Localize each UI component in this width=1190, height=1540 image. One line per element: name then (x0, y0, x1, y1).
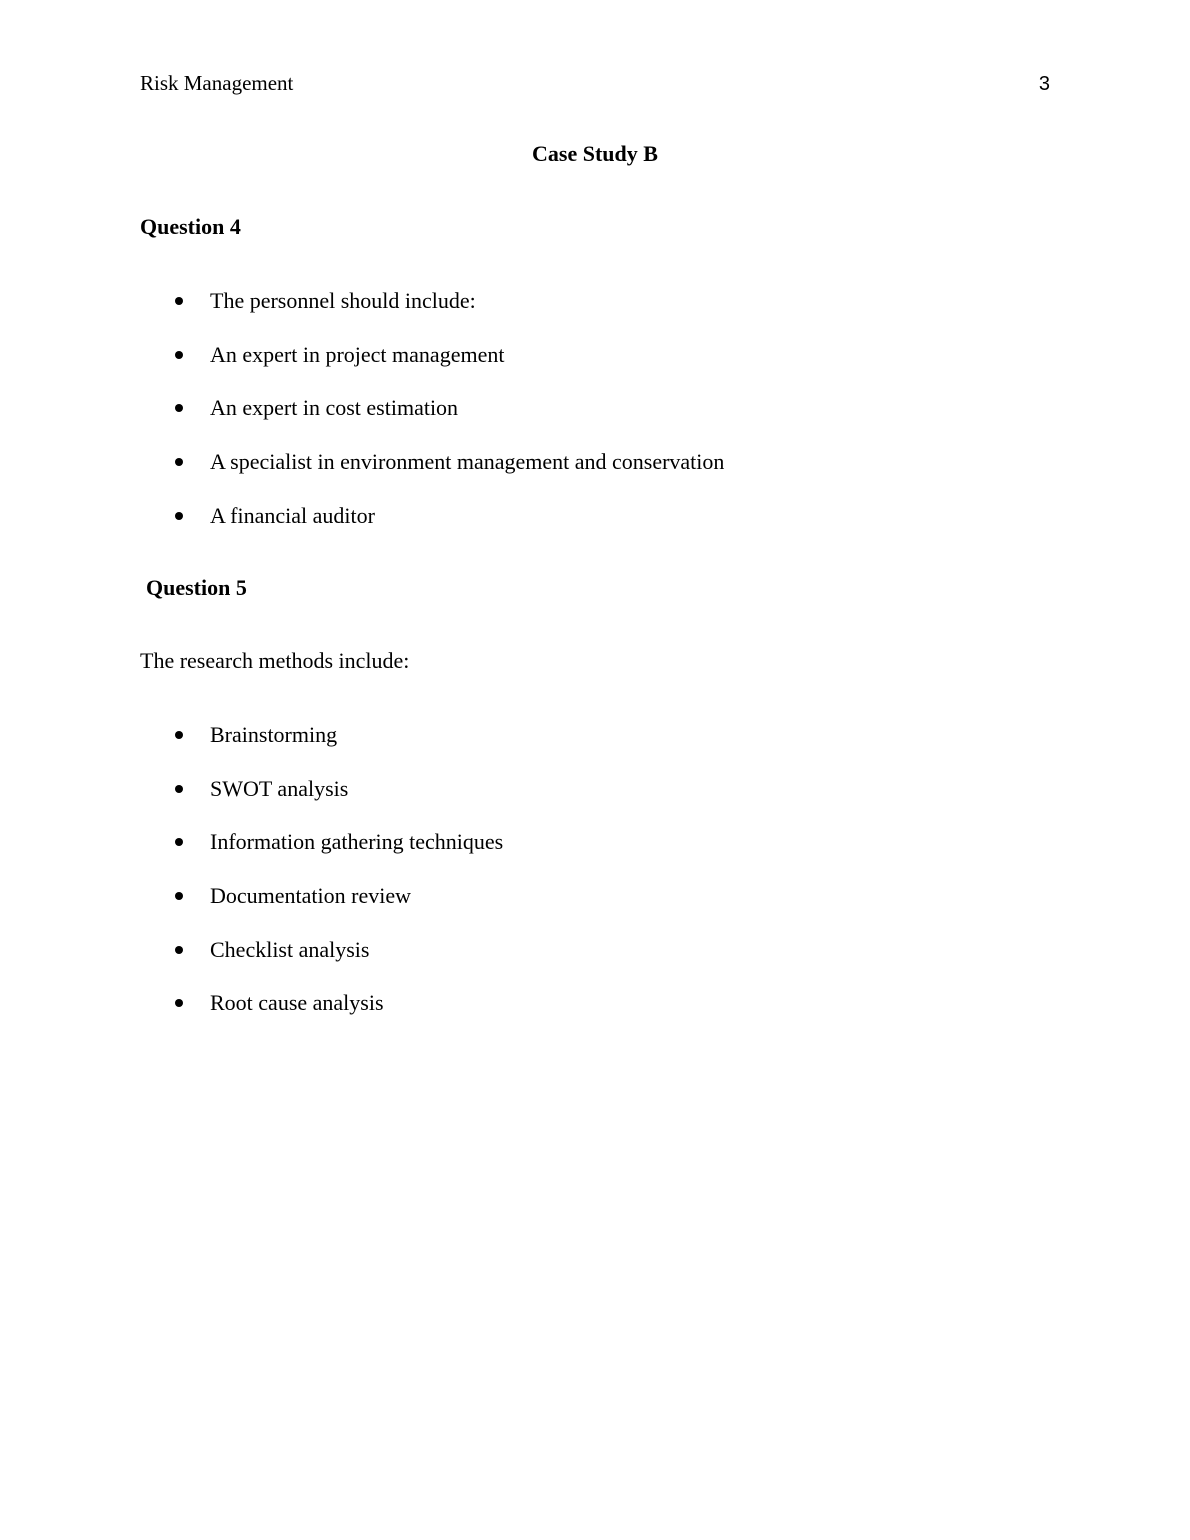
bullet-icon (175, 404, 183, 412)
bullet-icon (175, 351, 183, 359)
list-item-text: Root cause analysis (210, 990, 384, 1016)
bullet-icon (175, 999, 183, 1007)
list-item-text: Brainstorming (210, 722, 338, 747)
bullet-icon (175, 838, 183, 846)
list-item-text: Checklist analysis (210, 936, 370, 962)
bullet-icon (175, 731, 183, 739)
bullet-icon (175, 512, 183, 520)
question-5-heading: Question 5 (146, 575, 247, 600)
running-header: Risk Management (140, 71, 294, 95)
bullet-icon (175, 892, 183, 900)
list-item-text: The personnel should include: (210, 288, 476, 313)
list-item-text: An expert in project management (210, 341, 505, 367)
list-item-text: SWOT analysis (210, 775, 349, 801)
question-4-heading: Question 4 (140, 214, 241, 239)
bullet-icon (175, 946, 183, 954)
page-number: 3 (1038, 73, 1050, 95)
list-item-text: Documentation review (210, 883, 411, 909)
question-5-intro: The research methods include: (140, 648, 410, 673)
list-item-text: An expert in cost estimation (210, 395, 459, 421)
document-title: Case Study B (532, 141, 658, 166)
bullet-icon (175, 785, 183, 793)
bullet-icon (175, 458, 183, 466)
bullet-icon (175, 297, 183, 305)
list-item-text: Information gathering techniques (210, 829, 504, 855)
list-item-text: A financial auditor (210, 502, 375, 528)
list-item-text: A specialist in environment management and conservation (210, 449, 725, 475)
